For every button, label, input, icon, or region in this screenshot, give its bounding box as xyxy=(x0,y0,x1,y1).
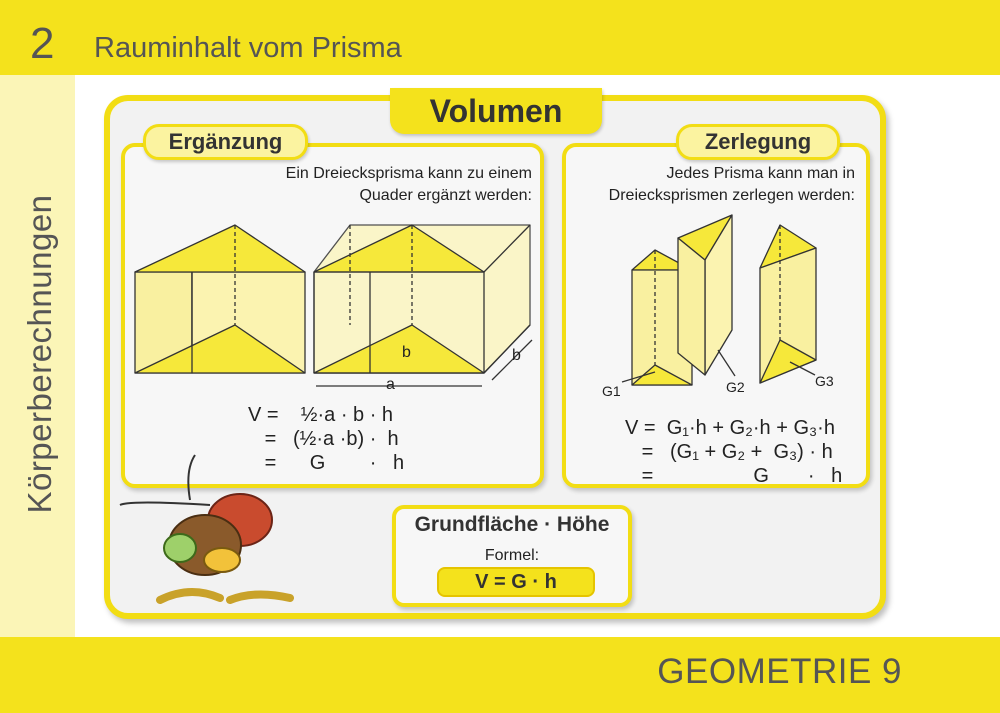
summary-label: Formel: xyxy=(484,547,540,564)
category-label: Körperberechnungen xyxy=(21,194,58,514)
label-g2: G2 xyxy=(726,379,745,395)
bug-mascot-illustration xyxy=(120,455,290,600)
description-ergaenzung: Ein Dreiecksprisma kann zu einem Quader ergänzt werden: xyxy=(285,165,532,204)
series-brand: GEOMETRIE 9 xyxy=(657,652,902,691)
triangular-prism-figure xyxy=(135,225,305,373)
formula-ergaenzung-line3: = G · h xyxy=(248,452,405,474)
card-number: 2 xyxy=(30,19,55,68)
card-title: Rauminhalt vom Prisma xyxy=(94,32,402,64)
label-b-depth: b xyxy=(512,347,521,364)
label-g3: G3 xyxy=(815,373,834,389)
label-a: a xyxy=(386,376,395,393)
description-zerlegung: Jedes Prisma kann man in Dreiecksprismen zerlegen werden: xyxy=(608,165,855,204)
summary-title: Grundfläche · Höhe xyxy=(414,513,610,536)
section-header: Volumen xyxy=(390,88,602,134)
formula-zerlegung-line1: V = G₁·h + G₂·h + G₃·h xyxy=(625,417,835,439)
formula-ergaenzung-line2: = (½·a ·b) · h xyxy=(248,428,399,450)
formula-zerlegung-line3: = G · h xyxy=(625,465,843,487)
cuboid-figure xyxy=(314,225,532,386)
label-g1: G1 xyxy=(602,383,621,399)
summary-formula: V = G · h xyxy=(437,567,595,597)
label-b-inner: b xyxy=(402,344,411,361)
panel-title-zerlegung: Zerlegung xyxy=(676,124,840,160)
formula-zerlegung-line2: = (G₁ + G₂ + G₃) · h xyxy=(625,441,833,463)
formula-ergaenzung-line1: V = ½·a · b · h xyxy=(248,404,394,426)
panel-title-ergaenzung: Ergänzung xyxy=(143,124,308,160)
